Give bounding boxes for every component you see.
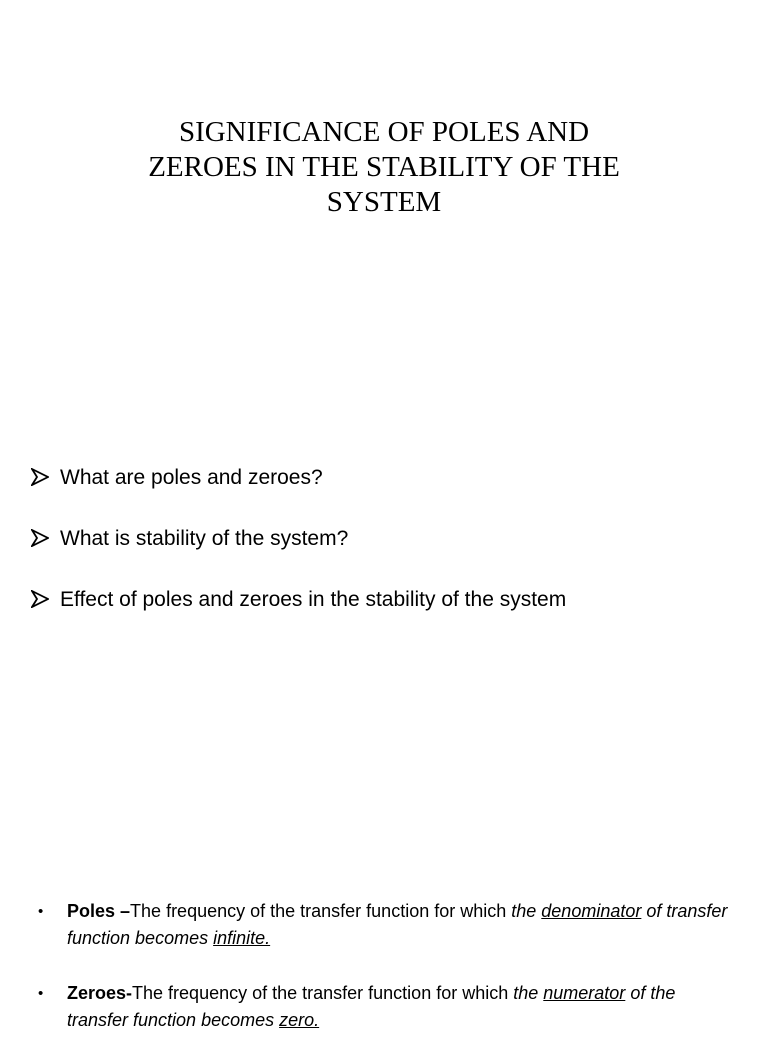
definition-poles bbox=[38, 898, 738, 952]
questions-list bbox=[30, 458, 566, 641]
term-separator: - bbox=[126, 983, 133, 1003]
slide-title bbox=[84, 115, 684, 220]
term-separator: – bbox=[115, 901, 131, 921]
definition-zeroes bbox=[38, 980, 738, 1034]
bullet-dot-icon: • bbox=[38, 985, 44, 1002]
arrow-bullet-icon bbox=[30, 458, 50, 497]
title-line-2: ZEROES IN THE STABILITY OF THE bbox=[148, 151, 620, 183]
question-item bbox=[30, 580, 566, 619]
underlined-end: zero. bbox=[279, 1010, 320, 1030]
title-line-3: SYSTEM bbox=[326, 186, 442, 218]
definitions-list bbox=[38, 898, 738, 1062]
arrow-bullet-icon bbox=[30, 519, 50, 558]
question-item bbox=[30, 519, 566, 558]
definition-italic: the bbox=[513, 983, 544, 1003]
underlined-word: denominator bbox=[541, 901, 642, 921]
definition-text: The frequency of the transfer function for which bbox=[130, 901, 512, 921]
arrow-bullet-icon bbox=[30, 580, 50, 619]
term-poles: Poles bbox=[67, 901, 116, 921]
term-zeroes: Zeroes bbox=[67, 983, 127, 1003]
definition-italic: of the transfer function becomes bbox=[67, 983, 676, 1030]
question-text: What are poles and zeroes? bbox=[60, 466, 323, 489]
underlined-end: infinite. bbox=[213, 928, 271, 948]
question-item bbox=[30, 458, 566, 497]
title-line-1: SIGNIFICANCE OF POLES AND bbox=[178, 116, 590, 148]
question-text: What is stability of the system? bbox=[60, 527, 349, 550]
bullet-dot-icon: • bbox=[38, 903, 44, 920]
definition-text: The frequency of the transfer function for which bbox=[132, 983, 514, 1003]
underlined-word: numerator bbox=[543, 983, 626, 1003]
question-text: Effect of poles and zeroes in the stability of the system bbox=[60, 588, 567, 611]
definition-italic: the bbox=[511, 901, 542, 921]
definition-italic: of transfer function becomes bbox=[67, 901, 728, 948]
